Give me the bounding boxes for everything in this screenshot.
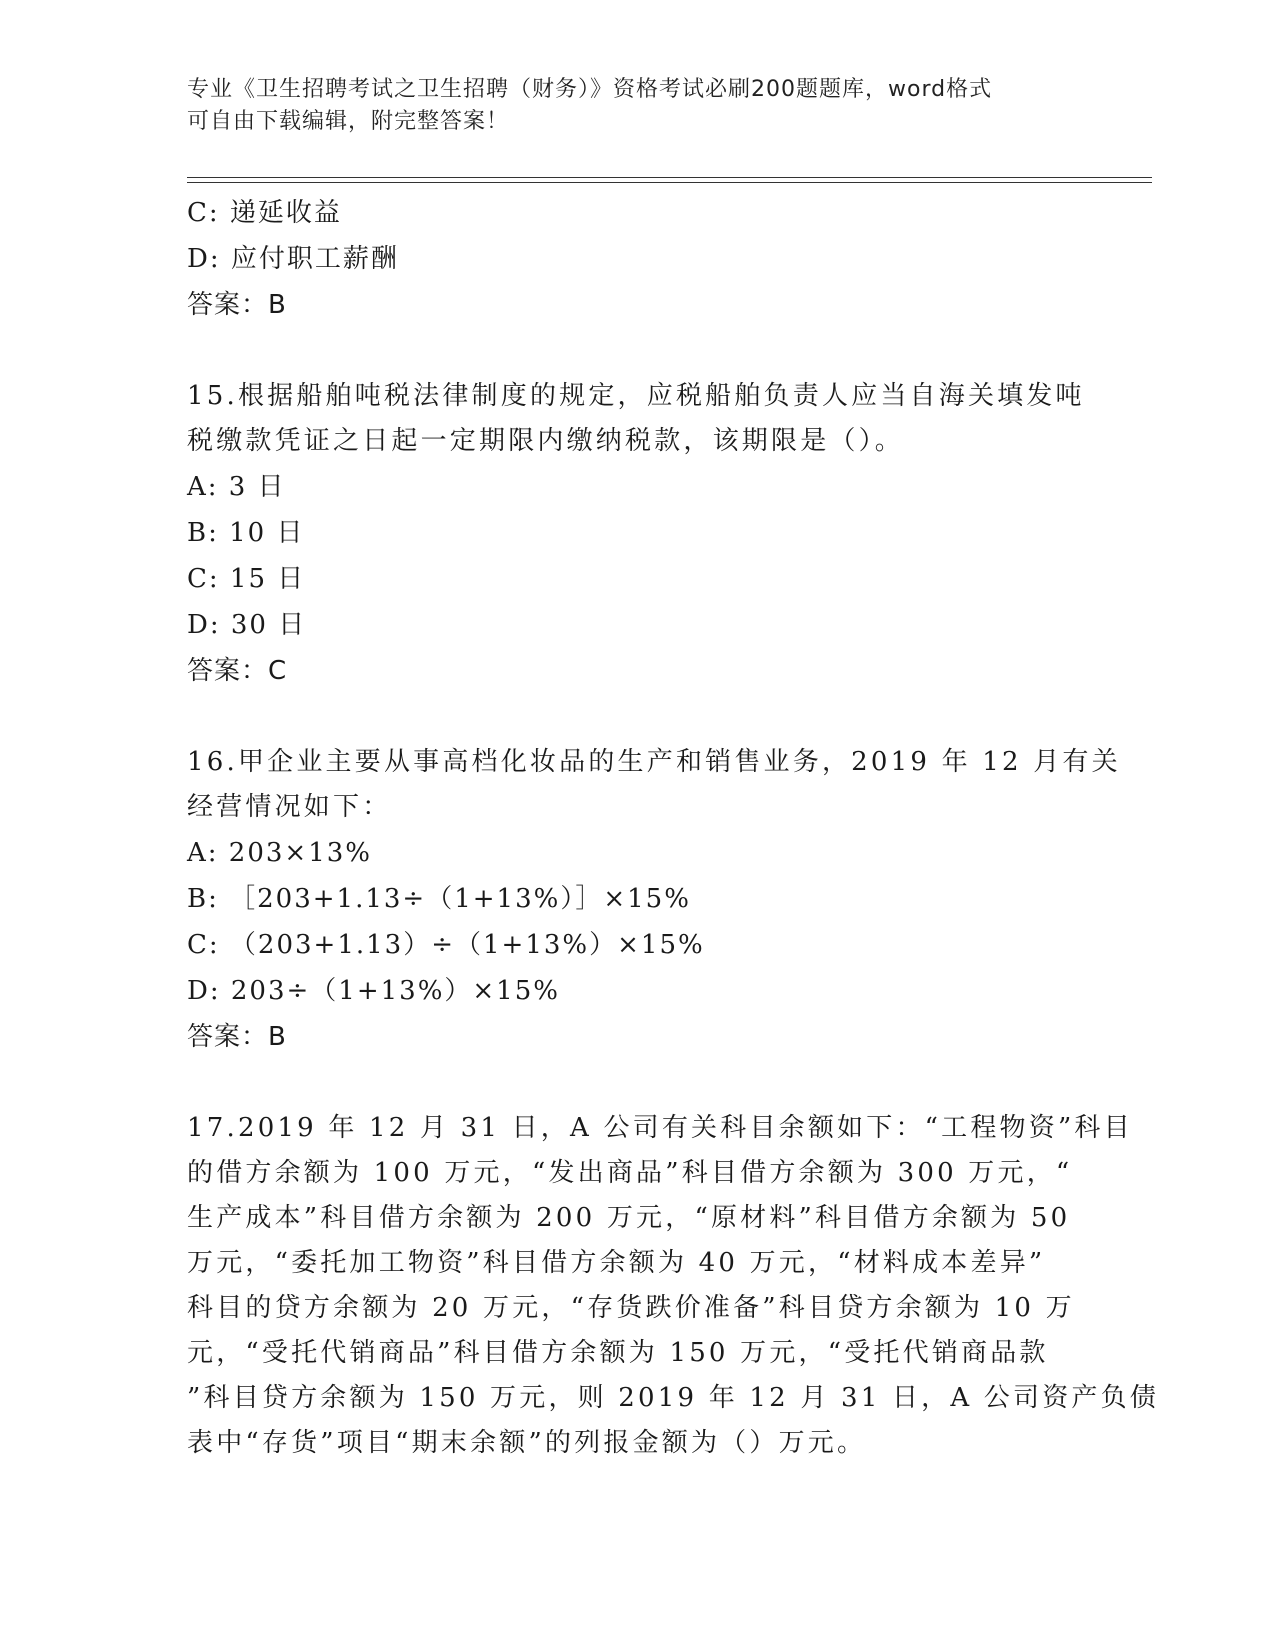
question-text-line: 生产成本”科目借方余额为 200 万元，“原材料”科目借方余额为 50 [187, 1203, 1071, 1233]
answer: 答案：C [187, 656, 288, 686]
spacer [187, 694, 1067, 740]
header-line-1: 专业《卫生招聘考试之卫生招聘（财务）》资格考试必刷200题题库，word格式 [187, 77, 993, 102]
header-line-2: 可自由下载编辑，附完整答案！ [187, 109, 510, 134]
question-text-line: 万元，“委托加工物资”科目借方余额为 40 万元，“材料成本差异” [187, 1248, 1046, 1278]
question-14-tail [187, 190, 1067, 328]
document-header [187, 74, 1087, 138]
question-text-line: 15.根据船舶吨税法律制度的规定，应税船舶负责人应当自海关填发吨 [187, 381, 1085, 411]
option-c: C: 15 日 [187, 564, 306, 594]
option-a: A: 203×13% [187, 838, 373, 868]
question-16 [187, 740, 1121, 1060]
answer: 答案：B [187, 290, 287, 320]
question-17 [187, 1106, 1160, 1466]
question-text-line: 元，“受托代销商品”科目借方余额为 150 万元，“受托代销商品款 [187, 1338, 1049, 1368]
option-a: A: 3 日 [187, 472, 286, 502]
question-content [187, 190, 1160, 1466]
question-text-line: 科目的贷方余额为 20 万元，“存货跌价准备”科目贷方余额为 10 万 [187, 1293, 1075, 1323]
option-b: B: 10 日 [187, 518, 305, 548]
option-d: D: 203÷（1+13%）×15% [187, 976, 560, 1006]
question-text-line: ”科目贷方余额为 150 万元，则 2019 年 12 月 31 日，A 公司资产负债 [187, 1383, 1160, 1413]
option-b: B: ［203+1.13÷（1+13%）］×15% [187, 884, 691, 914]
question-text-line: 表中“存货”项目“期末余额”的列报金额为（）万元。 [187, 1428, 867, 1458]
answer: 答案：B [187, 1022, 287, 1052]
spacer [187, 328, 1067, 374]
question-text-line: 税缴款凭证之日起一定期限内缴纳税款，该期限是（）。 [187, 426, 905, 456]
spacer [187, 1060, 1067, 1106]
question-text-line: 的借方余额为 100 万元，“发出商品”科目借方余额为 300 万元，“ [187, 1158, 1073, 1188]
header-rule-top [187, 177, 1152, 178]
option-c: C: 递延收益 [187, 198, 342, 228]
option-d: D: 应付职工薪酬 [187, 244, 399, 274]
question-15 [187, 374, 1085, 694]
option-c: C: （203+1.13）÷（1+13%）×15% [187, 930, 705, 960]
header-rule-bottom [187, 182, 1152, 183]
option-d: D: 30 日 [187, 610, 307, 640]
question-text-line: 经营情况如下： [187, 792, 392, 822]
question-text-line: 17.2019 年 12 月 31 日，A 公司有关科目余额如下：“工程物资”科目 [187, 1113, 1133, 1143]
question-text-line: 16.甲企业主要从事高档化妆品的生产和销售业务，2019 年 12 月有关 [187, 747, 1121, 777]
